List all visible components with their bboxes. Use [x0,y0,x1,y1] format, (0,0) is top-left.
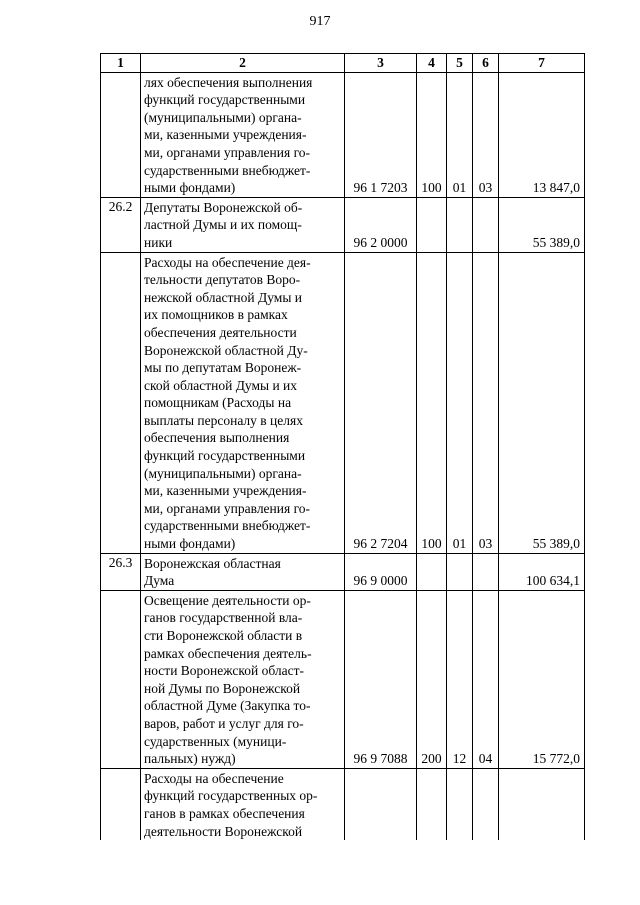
header-col-5: 5 [447,54,473,73]
row-col5: 01 [447,72,473,197]
row-number [101,768,141,840]
row-number [101,252,141,553]
row-code [345,768,417,840]
header-col-2: 2 [141,54,345,73]
table-row [101,590,585,768]
table-row [101,553,585,590]
row-amount [499,768,585,840]
row-description: Расходы на обеспечение функций государственных ор- ганов в рамках обеспечения деятельности Воронежской [141,768,345,840]
row-code: 96 2 7204 [345,252,417,553]
row-col4 [417,197,447,252]
row-description: лях обеспечения выполнения функций государственными (муниципальными) органа- ми, казенными учреждения- ми, органами управления го- сударственными внебюджет- ными фондами) [141,72,345,197]
row-col6 [473,197,499,252]
row-col5 [447,197,473,252]
table-header-row [101,54,585,73]
row-col5: 01 [447,252,473,553]
row-number: 26.3 [101,553,141,590]
row-amount: 100 634,1 [499,553,585,590]
table-row [101,197,585,252]
row-col6: 03 [473,252,499,553]
row-col5 [447,553,473,590]
header-col-6: 6 [473,54,499,73]
row-col6: 04 [473,590,499,768]
row-description: Воронежская областная Дума [141,553,345,590]
row-number: 26.2 [101,197,141,252]
header-col-7: 7 [499,54,585,73]
row-col6 [473,768,499,840]
row-col6: 03 [473,72,499,197]
page-number: 917 [309,14,331,29]
header-col-3: 3 [345,54,417,73]
row-amount: 55 389,0 [499,252,585,553]
row-code: 96 9 0000 [345,553,417,590]
row-code: 96 2 0000 [345,197,417,252]
row-amount: 55 389,0 [499,197,585,252]
row-col5: 12 [447,590,473,768]
row-description: Освещение деятельности ор- ганов государственной вла- сти Воронежской области в рамках обеспечения деятель- ности Воронежской област- ной Думы по Воронежской областной Думе (Закупка то- варов, работ и услуг для го- сударственных (муници- пальных) нужд) [141,590,345,768]
table-row [101,72,585,197]
row-col6 [473,553,499,590]
header-col-1: 1 [101,54,141,73]
row-description: Расходы на обеспечение дея- тельности депутатов Воро- нежской областной Думы и их помощников в рамках обеспечения деятельности Воронежской областной Ду- мы по депутатам Воронеж- ской областной Думы и их помощникам (Расходы на выплаты персоналу в целях обеспечения выполнения функций государственными (муниципальными) органа- ми, казенными учреждения- ми, органами управления го- сударственными внебюджет- ными фондами) [141,252,345,553]
row-col5 [447,768,473,840]
table-row [101,252,585,553]
row-col4: 100 [417,252,447,553]
row-code: 96 9 7088 [345,590,417,768]
row-col4: 100 [417,72,447,197]
row-col4 [417,768,447,840]
table-row [101,768,585,840]
row-code: 96 1 7203 [345,72,417,197]
row-col4: 200 [417,590,447,768]
row-number [101,72,141,197]
row-amount: 15 772,0 [499,590,585,768]
row-description: Депутаты Воронежской об- ластной Думы и их помощ- ники [141,197,345,252]
row-number [101,590,141,768]
budget-table [100,53,585,840]
header-col-4: 4 [417,54,447,73]
row-col4 [417,553,447,590]
row-amount: 13 847,0 [499,72,585,197]
